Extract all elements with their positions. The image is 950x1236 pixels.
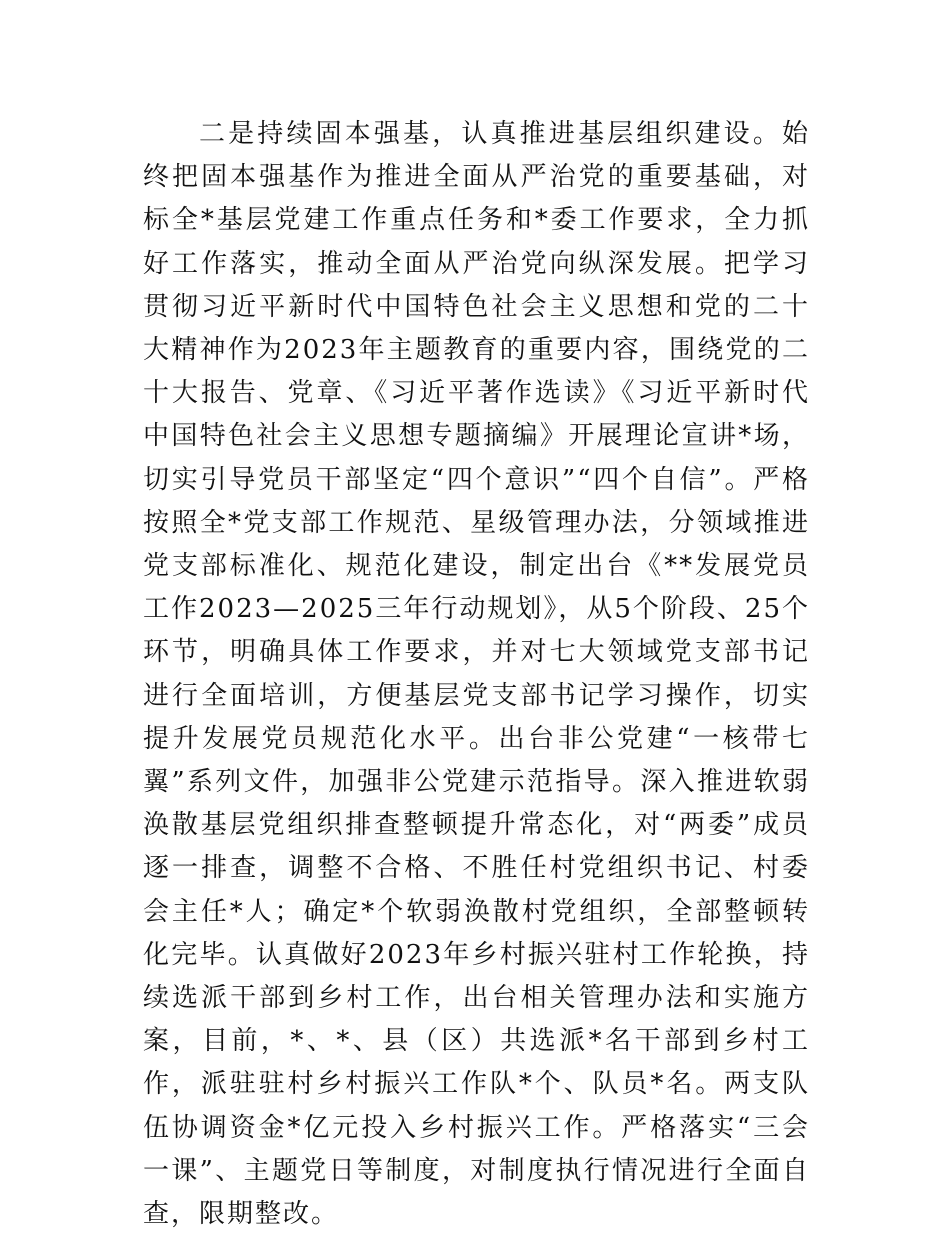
body-paragraph: 二是持续固本强基，认真推进基层组织建设。始终把固本强基作为推进全面从严治党的重要基础，对标全*基层党建工作重点任务和*委工作要求，全力抓好工作落实，推动全面从严治党向纵深发展。把学习贯彻习近平新时代中国特色社会主义思想和党的二十大精神作为2023年主题教育的重要内容，围绕党的二十大报告、党章、《习近平著作选读》《习近平新时代中国特色社会主义思想专题摘编》开展理论宣讲*场，切实引导党员干部坚定“四个意识”“四个自信”。严格按照全*党支部工作规范、星级管理办法，分领域推进党支部标准化、规范化建设，制定出台《**发展党员工作2023—2025三年行动规划》，从5个阶段、25个环节，明确具体工作要求，并对七大领域党支部书记进行全面培训，方便基层党支部书记学习操作，切实提升发展党员规范化水平。出台非公党建“一核带七翼”系列文件，加强非公党建示范指导。深入推进软弱涣散基层党组织排查整顿提升常态化，对“两委”成员逐一排查，调整不合格、不胜任村党组织书记、村委会主任*人；确定*个软弱涣散村党组织，全部整顿转化完毕。认真做好2023年乡村振兴驻村工作轮换，持续选派干部到乡村工作，出台相关管理办法和实施方案，目前，*、*、县（区）共选派*名干部到乡村工作，派驻驻村乡村振兴工作队*个、队员*名。两支队伍协调资金*亿元投入乡村振兴工作。严格落实“三会一课”、主题党日等制度，对制度执行情况进行全面自查，限期整改。 bbox=[143, 119, 810, 1230]
